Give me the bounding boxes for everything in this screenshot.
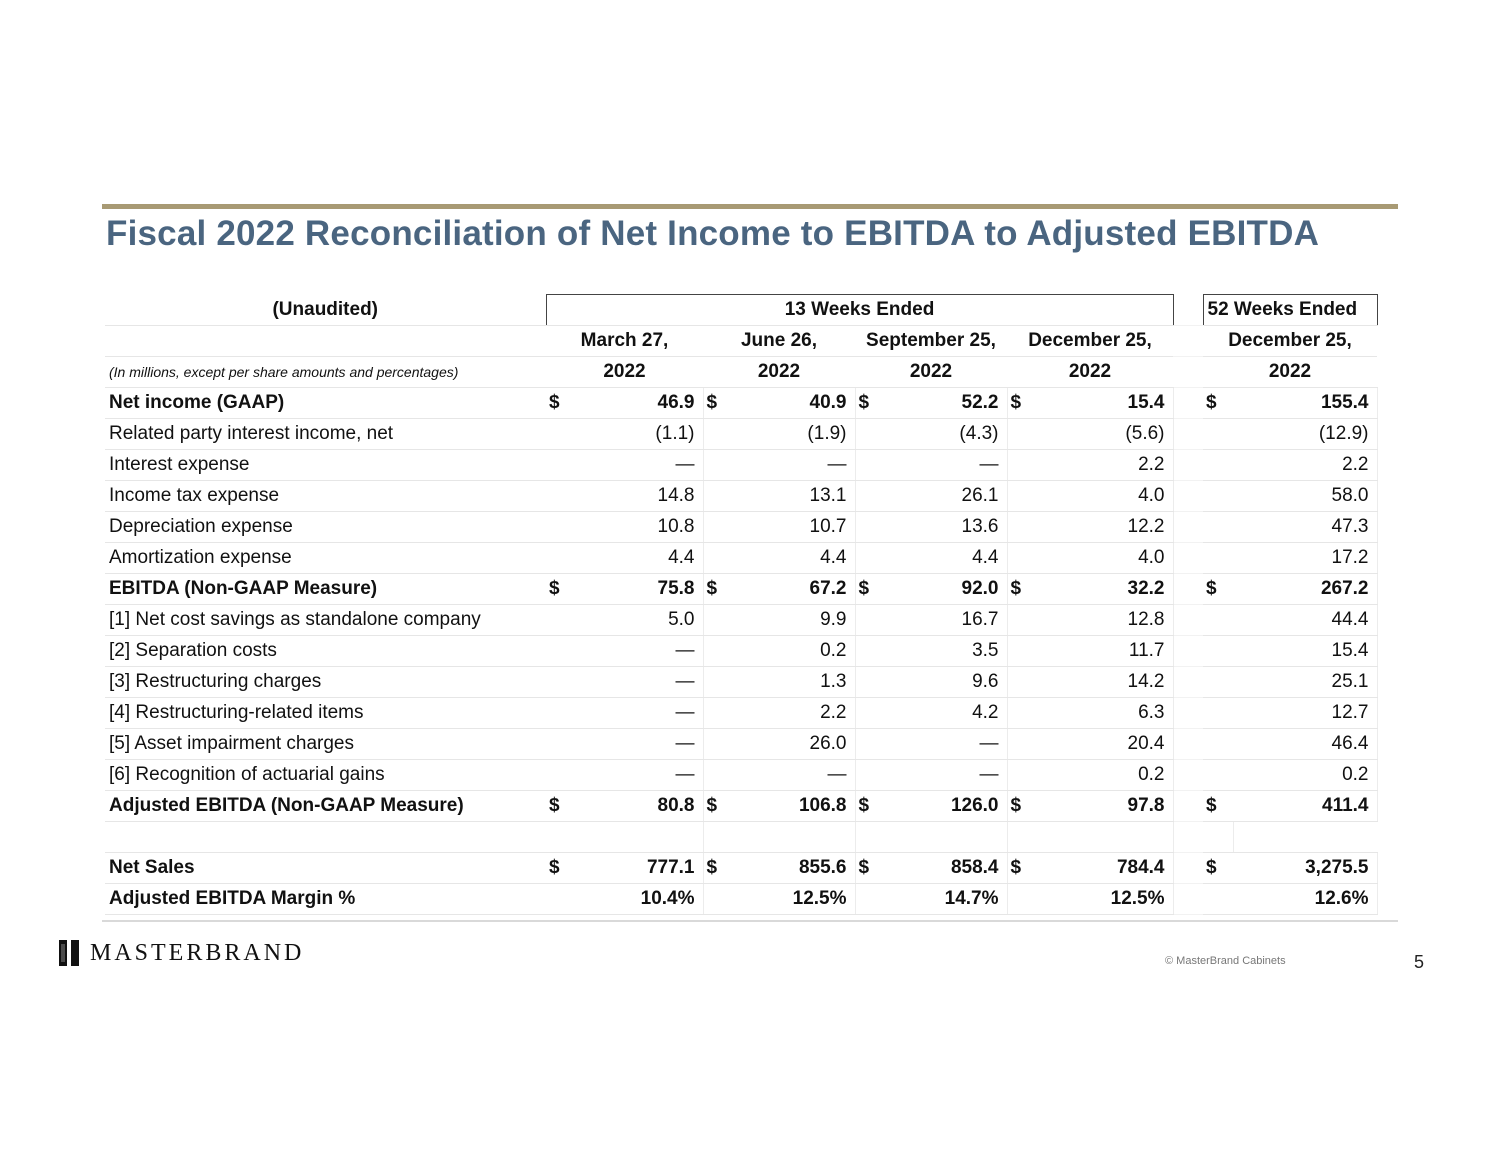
row-label: Net income (GAAP) xyxy=(105,388,546,419)
value-cell: 13.1 xyxy=(733,481,855,512)
value-cell: 67.2 xyxy=(733,574,855,605)
row-label: Net Sales xyxy=(105,853,546,884)
dollar-sign: $ xyxy=(855,574,885,605)
brand-name: MASTERBRAND xyxy=(90,939,305,966)
dollar-sign xyxy=(855,481,885,512)
dollar-sign xyxy=(1007,667,1037,698)
table-row xyxy=(105,574,1377,605)
col-header-year: 2022 xyxy=(1203,357,1377,388)
dollar-sign: $ xyxy=(1007,853,1037,884)
dollar-sign xyxy=(546,481,576,512)
value-cell: — xyxy=(733,760,855,791)
row-label: Adjusted EBITDA (Non-GAAP Measure) xyxy=(105,791,546,822)
dollar-sign xyxy=(1007,636,1037,667)
dollar-sign xyxy=(1007,512,1037,543)
col-header-date: June 26, xyxy=(703,326,855,357)
masterbrand-logo-icon xyxy=(58,938,80,968)
row-label: Depreciation expense xyxy=(105,512,546,543)
dollar-sign xyxy=(546,884,576,915)
dollar-sign: $ xyxy=(546,853,576,884)
dollar-sign: $ xyxy=(703,574,733,605)
units-note: (In millions, except per share amounts and percentages) xyxy=(105,357,546,388)
copyright-text: © MasterBrand Cabinets xyxy=(1165,955,1286,967)
value-cell: (1.1) xyxy=(576,419,703,450)
group-13-weeks: 13 Weeks Ended xyxy=(546,295,1173,326)
dollar-sign: $ xyxy=(1007,388,1037,419)
value-cell: 3.5 xyxy=(885,636,1007,667)
value-cell: 12.5% xyxy=(1037,884,1173,915)
value-cell: 0.2 xyxy=(1037,760,1173,791)
dollar-sign xyxy=(546,450,576,481)
table-row xyxy=(105,884,1377,915)
dollar-sign xyxy=(1203,636,1233,667)
value-cell: 47.3 xyxy=(1233,512,1377,543)
dollar-sign xyxy=(1007,884,1037,915)
dollar-sign xyxy=(1203,760,1233,791)
dollar-sign xyxy=(1007,729,1037,760)
value-cell: 15.4 xyxy=(1037,388,1173,419)
col-header-date: September 25, xyxy=(855,326,1007,357)
dollar-sign xyxy=(546,760,576,791)
value-cell: 411.4 xyxy=(1233,791,1377,822)
value-cell: 26.0 xyxy=(733,729,855,760)
dollar-sign xyxy=(1203,481,1233,512)
dollar-sign xyxy=(855,884,885,915)
row-label: Income tax expense xyxy=(105,481,546,512)
dollar-sign xyxy=(1007,698,1037,729)
value-cell: 4.2 xyxy=(885,698,1007,729)
value-cell: (5.6) xyxy=(1037,419,1173,450)
value-cell: 97.8 xyxy=(1037,791,1173,822)
value-cell: 20.4 xyxy=(1037,729,1173,760)
value-cell: 52.2 xyxy=(885,388,1007,419)
dollar-sign xyxy=(546,729,576,760)
value-cell: 855.6 xyxy=(733,853,855,884)
brand-logo xyxy=(58,938,304,968)
row-label: [5] Asset impairment charges xyxy=(105,729,546,760)
value-cell: 44.4 xyxy=(1233,605,1377,636)
value-cell: 15.4 xyxy=(1233,636,1377,667)
value-cell: 75.8 xyxy=(576,574,703,605)
row-label: Interest expense xyxy=(105,450,546,481)
dollar-sign xyxy=(1007,450,1037,481)
dollar-sign xyxy=(1203,667,1233,698)
table-row xyxy=(105,419,1377,450)
dollar-sign xyxy=(703,884,733,915)
dollar-sign xyxy=(1007,760,1037,791)
table-row xyxy=(105,667,1377,698)
value-cell: 32.2 xyxy=(1037,574,1173,605)
value-cell: 2.2 xyxy=(733,698,855,729)
row-label: [4] Restructuring-related items xyxy=(105,698,546,729)
dollar-sign xyxy=(855,543,885,574)
value-cell: 80.8 xyxy=(576,791,703,822)
dollar-sign xyxy=(703,760,733,791)
value-cell: — xyxy=(576,450,703,481)
dollar-sign xyxy=(546,419,576,450)
dollar-sign xyxy=(855,760,885,791)
row-label: [1] Net cost savings as standalone company xyxy=(105,605,546,636)
value-cell: (12.9) xyxy=(1233,419,1377,450)
dollar-sign xyxy=(546,698,576,729)
dollar-sign xyxy=(703,450,733,481)
value-cell: — xyxy=(576,729,703,760)
row-label: EBITDA (Non-GAAP Measure) xyxy=(105,574,546,605)
dollar-sign xyxy=(855,729,885,760)
value-cell: 40.9 xyxy=(733,388,855,419)
dollar-sign: $ xyxy=(855,791,885,822)
dollar-sign: $ xyxy=(703,853,733,884)
value-cell: 4.0 xyxy=(1037,543,1173,574)
dollar-sign xyxy=(1203,450,1233,481)
table-row xyxy=(105,605,1377,636)
value-cell: 46.4 xyxy=(1233,729,1377,760)
value-cell: 106.8 xyxy=(733,791,855,822)
value-cell: 784.4 xyxy=(1037,853,1173,884)
dollar-sign xyxy=(703,543,733,574)
value-cell: 2.2 xyxy=(1233,450,1377,481)
dollar-sign: $ xyxy=(546,388,576,419)
table-row xyxy=(105,512,1377,543)
value-cell: 4.4 xyxy=(733,543,855,574)
dollar-sign: $ xyxy=(703,388,733,419)
value-cell: — xyxy=(885,450,1007,481)
dollar-sign xyxy=(1007,419,1037,450)
value-cell: 58.0 xyxy=(1233,481,1377,512)
value-cell: 155.4 xyxy=(1233,388,1377,419)
table-row xyxy=(105,543,1377,574)
row-label: [2] Separation costs xyxy=(105,636,546,667)
value-cell: 4.4 xyxy=(576,543,703,574)
table-row xyxy=(105,450,1377,481)
value-cell: 46.9 xyxy=(576,388,703,419)
value-cell: 9.6 xyxy=(885,667,1007,698)
dollar-sign: $ xyxy=(1007,791,1037,822)
dollar-sign xyxy=(1007,481,1037,512)
dollar-sign xyxy=(703,605,733,636)
dollar-sign xyxy=(703,512,733,543)
dollar-sign: $ xyxy=(546,791,576,822)
value-cell: 12.6% xyxy=(1233,884,1377,915)
table-row xyxy=(105,388,1377,419)
col-header-date: December 25, xyxy=(1007,326,1173,357)
value-cell: — xyxy=(885,729,1007,760)
value-cell: 11.7 xyxy=(1037,636,1173,667)
header-row-groups xyxy=(105,295,1377,326)
dollar-sign: $ xyxy=(1203,791,1233,822)
dollar-sign xyxy=(703,729,733,760)
value-cell: 14.8 xyxy=(576,481,703,512)
value-cell: 25.1 xyxy=(1233,667,1377,698)
value-cell: 10.4% xyxy=(576,884,703,915)
value-cell: — xyxy=(576,698,703,729)
dollar-sign xyxy=(855,512,885,543)
value-cell: 0.2 xyxy=(733,636,855,667)
dollar-sign xyxy=(703,481,733,512)
dollar-sign xyxy=(1203,543,1233,574)
row-label: [3] Restructuring charges xyxy=(105,667,546,698)
table-row xyxy=(105,481,1377,512)
value-cell: 9.9 xyxy=(733,605,855,636)
row-label: Amortization expense xyxy=(105,543,546,574)
top-divider xyxy=(102,204,1398,209)
value-cell: 267.2 xyxy=(1233,574,1377,605)
value-cell: 16.7 xyxy=(885,605,1007,636)
col-header-date: December 25, xyxy=(1203,326,1377,357)
dollar-sign xyxy=(855,698,885,729)
dollar-sign xyxy=(546,636,576,667)
dollar-sign: $ xyxy=(1203,574,1233,605)
dollar-sign xyxy=(855,667,885,698)
value-cell: (4.3) xyxy=(885,419,1007,450)
dollar-sign xyxy=(546,512,576,543)
value-cell: 4.0 xyxy=(1037,481,1173,512)
table-row xyxy=(105,698,1377,729)
dollar-sign xyxy=(1203,419,1233,450)
value-cell: — xyxy=(576,667,703,698)
value-cell: 1.3 xyxy=(733,667,855,698)
table-row xyxy=(105,636,1377,667)
value-cell: 777.1 xyxy=(576,853,703,884)
col-header-year: 2022 xyxy=(1007,357,1173,388)
header-row-years xyxy=(105,357,1377,388)
value-cell: 10.8 xyxy=(576,512,703,543)
value-cell: 13.6 xyxy=(885,512,1007,543)
col-header-date: March 27, xyxy=(546,326,703,357)
dollar-sign xyxy=(1203,729,1233,760)
dollar-sign xyxy=(546,543,576,574)
dollar-sign xyxy=(855,450,885,481)
value-cell: 6.3 xyxy=(1037,698,1173,729)
dollar-sign xyxy=(703,636,733,667)
table-row xyxy=(105,853,1377,884)
col-header-year: 2022 xyxy=(855,357,1007,388)
unaudited-label: (Unaudited) xyxy=(105,295,546,326)
value-cell: — xyxy=(576,636,703,667)
header-row-dates xyxy=(105,326,1377,357)
row-label: Adjusted EBITDA Margin % xyxy=(105,884,546,915)
dollar-sign xyxy=(703,698,733,729)
dollar-sign xyxy=(855,636,885,667)
reconciliation-table xyxy=(105,294,1378,915)
value-cell: 12.7 xyxy=(1233,698,1377,729)
value-cell: — xyxy=(733,450,855,481)
value-cell: 26.1 xyxy=(885,481,1007,512)
dollar-sign: $ xyxy=(855,853,885,884)
value-cell: 17.2 xyxy=(1233,543,1377,574)
dollar-sign xyxy=(1203,884,1233,915)
value-cell: 10.7 xyxy=(733,512,855,543)
value-cell: 858.4 xyxy=(885,853,1007,884)
dollar-sign xyxy=(1007,605,1037,636)
row-label: [6] Recognition of actuarial gains xyxy=(105,760,546,791)
dollar-sign: $ xyxy=(546,574,576,605)
page-number: 5 xyxy=(1414,952,1425,972)
table-row xyxy=(105,729,1377,760)
dollar-sign xyxy=(546,605,576,636)
group-52-weeks: 52 Weeks Ended xyxy=(1203,295,1377,326)
page-title: Fiscal 2022 Reconciliation of Net Income to EBITDA to Adjusted EBITDA xyxy=(106,214,1320,253)
dollar-sign xyxy=(703,667,733,698)
value-cell: 3,275.5 xyxy=(1233,853,1377,884)
dollar-sign: $ xyxy=(1007,574,1037,605)
dollar-sign xyxy=(855,605,885,636)
value-cell: 12.5% xyxy=(733,884,855,915)
value-cell: 5.0 xyxy=(576,605,703,636)
spacer-row xyxy=(105,822,1377,853)
table-row xyxy=(105,760,1377,791)
table-row xyxy=(105,791,1377,822)
value-cell: 4.4 xyxy=(885,543,1007,574)
value-cell: 0.2 xyxy=(1233,760,1377,791)
dollar-sign xyxy=(546,667,576,698)
value-cell: — xyxy=(576,760,703,791)
dollar-sign: $ xyxy=(1203,853,1233,884)
dollar-sign xyxy=(855,419,885,450)
dollar-sign xyxy=(1203,512,1233,543)
value-cell: 126.0 xyxy=(885,791,1007,822)
dollar-sign xyxy=(1203,698,1233,729)
dollar-sign: $ xyxy=(855,388,885,419)
value-cell: 92.0 xyxy=(885,574,1007,605)
dollar-sign: $ xyxy=(703,791,733,822)
value-cell: 2.2 xyxy=(1037,450,1173,481)
dollar-sign: $ xyxy=(1203,388,1233,419)
dollar-sign xyxy=(1007,543,1037,574)
dollar-sign xyxy=(703,419,733,450)
value-cell: — xyxy=(885,760,1007,791)
bottom-divider xyxy=(102,920,1398,922)
col-header-year: 2022 xyxy=(703,357,855,388)
value-cell: 12.2 xyxy=(1037,512,1173,543)
value-cell: (1.9) xyxy=(733,419,855,450)
value-cell: 12.8 xyxy=(1037,605,1173,636)
col-header-year: 2022 xyxy=(546,357,703,388)
row-label: Related party interest income, net xyxy=(105,419,546,450)
dollar-sign xyxy=(1203,605,1233,636)
value-cell: 14.7% xyxy=(885,884,1007,915)
value-cell: 14.2 xyxy=(1037,667,1173,698)
